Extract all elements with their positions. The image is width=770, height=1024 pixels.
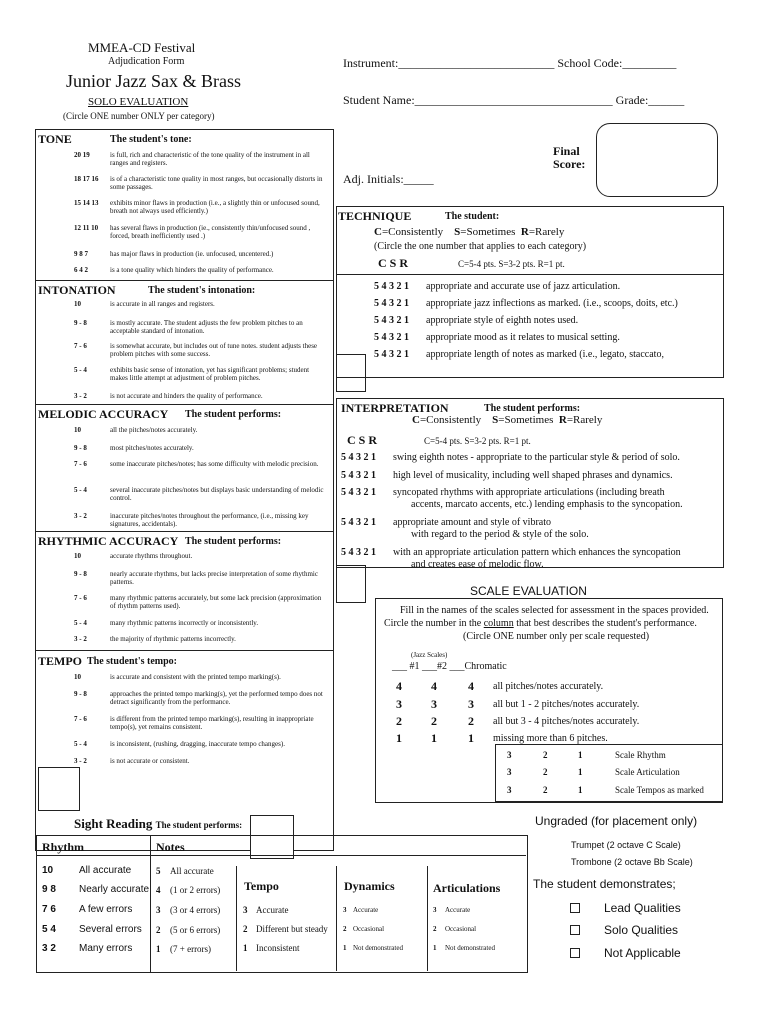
score-option[interactable]: 6 4 2 — [74, 266, 88, 274]
score-option[interactable]: 3 — [343, 906, 347, 914]
score-option[interactable]: 5 4 — [42, 924, 56, 935]
criteria-text: is full, rich and characteristic of the tone quality of the instrument in all ranges and registers. — [110, 151, 310, 167]
criteria-text: some inaccurate pitches/notes; has some difficulty with melodic precision. — [110, 460, 319, 468]
criteria-text: all but 1 - 2 pitches/notes accurately. — [493, 699, 640, 710]
score-option[interactable]: 5 4 3 2 1 — [341, 487, 376, 498]
score-option[interactable]: 5 4 3 2 1 — [374, 332, 409, 343]
score-option[interactable]: 7 6 — [42, 904, 56, 915]
score-option[interactable]: 2 — [343, 925, 347, 933]
criteria-text: Not demonstrated — [353, 944, 403, 952]
score-option[interactable]: 2 — [156, 925, 161, 935]
score-option[interactable]: 5 4 3 2 1 — [374, 349, 409, 360]
final-score-box[interactable] — [596, 123, 718, 197]
divider — [35, 650, 333, 651]
checkbox[interactable] — [570, 948, 580, 958]
criteria-text: Different but steady — [256, 924, 328, 934]
score-option[interactable]: 1 — [343, 944, 347, 952]
criteria-text: approaches the printed tempo marking(s), yet the performed tempo does not detract significantly from the performance. — [110, 690, 323, 706]
criteria-text: Accurate — [353, 906, 379, 914]
melodic-heading: MELODIC ACCURACY — [38, 407, 169, 421]
score-option[interactable]: 5 - 4 — [74, 619, 87, 627]
criteria-text: is accurate and consistent with the printed tempo marking(s). — [110, 673, 281, 681]
score-option[interactable]: 1 — [578, 767, 583, 777]
articulations-header: Articulations — [433, 881, 501, 895]
criteria-text: appropriate and accurate use of jazz articulation. — [426, 281, 621, 292]
criteria-text: many rhythmic patterns incorrectly or inconsistently. — [110, 619, 259, 627]
criteria-text: accents, marcato accents, etc.) lending emphasis to the syncopation. — [411, 499, 683, 510]
criteria-text: Occasional — [445, 925, 477, 933]
score-option[interactable]: 3 — [507, 785, 512, 795]
score-option[interactable]: 4 — [156, 885, 161, 895]
score-option[interactable]: 5 - 4 — [74, 740, 87, 748]
divider — [336, 866, 337, 971]
scale-score-chromatic[interactable]: 2 — [468, 714, 474, 728]
dynamics-header: Dynamics — [344, 879, 395, 893]
score-option[interactable]: 1 — [433, 944, 437, 952]
criteria-text: is not accurate and hinders the quality of performance. — [110, 392, 263, 400]
interpretation-points: C=5-4 pts. S=3-2 pts. R=1 pt. — [424, 436, 531, 446]
scale-score-1[interactable]: 4 — [396, 679, 402, 693]
criteria-text: Scale Tempos as marked — [615, 785, 704, 795]
scale-score-2[interactable]: 1 — [431, 731, 437, 745]
criteria-text: many rhythmic patterns accurately, but some lack precision (approximation of rhythm patterns used). — [110, 594, 322, 610]
technique-prompt: The student: — [445, 211, 500, 222]
score-option[interactable]: 3 2 — [42, 943, 56, 954]
score-option[interactable]: 9 8 — [42, 884, 56, 895]
divider — [427, 866, 428, 971]
festival-title: MMEA-CD Festival — [88, 40, 196, 55]
technique-csr: C S R — [378, 256, 409, 270]
score-option[interactable]: 3 — [507, 750, 512, 760]
score-option[interactable]: 5 - 4 — [74, 486, 87, 494]
score-option[interactable]: 18 17 16 — [74, 175, 99, 183]
criteria-text: appropriate style of eighth notes used. — [426, 315, 579, 326]
scale-instruction-3: (Circle ONE number only per scale requested) — [463, 631, 650, 642]
criteria-text: Several errors — [79, 924, 142, 935]
score-option[interactable]: 12 11 10 — [74, 224, 99, 232]
page-title: Junior Jazz Sax & Brass — [66, 71, 241, 91]
jazz-scales-label: (Jazz Scales) — [411, 651, 448, 659]
divider — [35, 280, 333, 281]
criteria-text: exhibits minor flaws in production (i.e., a slightly thin or unfocused sound, breath not always used efficiently.) — [110, 199, 320, 215]
criteria-text: appropriate mood as it relates to musical setting. — [426, 332, 620, 343]
rhythm-header: Rhythm — [42, 840, 85, 854]
criteria-text: appropriate length of notes as marked (i.e., legato, staccato, — [426, 349, 664, 360]
score-option[interactable]: 3 — [433, 906, 437, 914]
criteria-text: is accurate in all ranges and registers. — [110, 300, 215, 308]
intonation-prompt: The student's intonation: — [148, 285, 256, 296]
criteria-text: All accurate — [79, 865, 132, 876]
score-option[interactable]: 10 — [42, 865, 54, 876]
tempo-heading: TEMPO — [38, 654, 82, 668]
criteria-text: is of a characteristic tone quality in most ranges, but occasionally distorts in some passages. — [110, 175, 323, 191]
criteria-text: exhibits basic sense of intonation, yet has significant problems; student makes little attempt at adjustment of problem pitches. — [110, 366, 310, 382]
score-option[interactable]: 7 - 6 — [74, 715, 87, 723]
score-option[interactable]: 2 — [243, 924, 248, 934]
criteria-text: the majority of rhythmic patterns incorrectly. — [110, 635, 236, 643]
score-option[interactable]: 5 4 3 2 1 — [374, 281, 409, 292]
checkbox[interactable] — [570, 903, 580, 913]
option-label: Solo Qualities — [604, 923, 679, 937]
criteria-text: Accurate — [445, 906, 471, 914]
criteria-text: (7 + errors) — [170, 944, 212, 954]
score-option[interactable]: 5 — [156, 866, 161, 876]
technique-circle-note: (Circle the one number that applies to each category) — [374, 241, 587, 252]
instrument-field[interactable]: Instrument:__________________________ School Code:_________ — [343, 56, 677, 70]
divider — [236, 866, 237, 971]
criteria-text: (5 or 6 errors) — [170, 925, 221, 935]
criteria-text: is a tone quality which hinders the quality of performance. — [110, 266, 274, 274]
score-label: Score: — [553, 157, 586, 171]
score-option[interactable]: 7 - 6 — [74, 460, 87, 468]
scale-instruction-1: Fill in the names of the scales selected for assessment in the spaces provided. — [400, 605, 709, 616]
interpretation-csr: C S R — [347, 433, 378, 447]
technique-points: C=5-4 pts. S=3-2 pts. R=1 pt. — [458, 259, 565, 269]
notes-header: Notes — [156, 840, 185, 854]
score-option[interactable]: 9 8 7 — [74, 250, 88, 258]
score-option[interactable]: 9 - 8 — [74, 444, 87, 452]
divider — [150, 835, 151, 972]
scale-score-2[interactable]: 2 — [431, 714, 437, 728]
criteria-text: all pitches/notes accurately. — [493, 681, 604, 692]
option-label: Not Applicable — [604, 946, 681, 960]
score-option[interactable]: 5 4 3 2 1 — [341, 470, 376, 481]
criteria-text: Scale Rhythm — [615, 750, 666, 760]
score-option[interactable]: 5 4 3 2 1 — [374, 298, 409, 309]
criteria-text: has several flaws in production (ie., consistently thin/unfocused sound , forced, breath inefficiently used .) — [110, 224, 311, 240]
criteria-text: all the pitches/notes accurately. — [110, 426, 198, 434]
adj-initials-field[interactable]: Adj. Initials:_____ — [343, 172, 434, 186]
criteria-text: all but 3 - 4 pitches/notes accurately. — [493, 716, 640, 727]
score-option[interactable]: 3 - 2 — [74, 757, 87, 765]
final-label: Final — [553, 144, 580, 158]
criteria-text: is different from the printed tempo marking(s), resulting in inappropriate tempo(s), yet remains consistent. — [110, 715, 314, 731]
criteria-text: several inaccurate pitches/notes but displays basic understanding of melodic control. — [110, 486, 324, 502]
criteria-text: and creates ease of melodic flow. — [411, 559, 544, 570]
score-option[interactable]: 3 — [507, 767, 512, 777]
score-option[interactable]: 5 - 4 — [74, 366, 87, 374]
scale-score-1[interactable]: 1 — [396, 731, 402, 745]
score-option[interactable]: 10 — [74, 673, 81, 681]
criteria-text: Many errors — [79, 943, 133, 954]
technique-legend: C=Consistently S=Sometimes R=Rarely — [374, 226, 565, 238]
form-title: Adjudication Form — [108, 56, 185, 67]
melodic-prompt: The student performs: — [185, 409, 282, 420]
subtitle: SOLO EVALUATION — [88, 96, 189, 108]
score-option[interactable]: 5 4 3 2 1 — [341, 452, 376, 463]
criteria-text: Inconsistent — [256, 943, 300, 953]
score-option[interactable]: 7 - 6 — [74, 342, 87, 350]
score-option[interactable]: 1 — [578, 785, 583, 795]
tempo-header: Tempo — [244, 879, 279, 893]
sight-reading-heading: Sight Reading The student performs: — [74, 816, 243, 831]
interpretation-score-box[interactable] — [336, 565, 366, 603]
demonstrates-label: The student demonstrates; — [533, 877, 676, 891]
option-label: Lead Qualities — [604, 901, 681, 915]
criteria-text: inaccurate pitches/notes throughout the performance, (i.e., missing key signatures, accidentals). — [110, 512, 309, 528]
criteria-text: Not demonstrated — [445, 944, 495, 952]
score-option[interactable]: 1 — [156, 944, 161, 954]
intonation-heading: INTONATION — [38, 283, 116, 297]
criteria-text: syncopated rhythms with appropriate articulations (including breath — [393, 487, 665, 498]
tempo-prompt: The student's tempo: — [87, 656, 178, 667]
left-score-box[interactable] — [38, 767, 80, 811]
interpretation-prompt: The student performs: — [484, 403, 581, 414]
checkbox[interactable] — [570, 925, 580, 935]
rhythmic-prompt: The student performs: — [185, 536, 282, 547]
criteria-text: Nearly accurate — [79, 884, 150, 895]
trumpet-label: Trumpet (2 octave C Scale) — [571, 840, 681, 850]
trombone-label: Trombone (2 octave Bb Scale) — [571, 857, 693, 867]
criteria-text: appropriate jazz inflections as marked. (i.e., scoops, doits, etc.) — [426, 298, 678, 309]
score-option[interactable]: 15 14 13 — [74, 199, 99, 207]
criteria-text: accurate rhythms throughout. — [110, 552, 193, 560]
divider — [36, 855, 526, 856]
score-option[interactable]: 2 — [543, 750, 548, 760]
criteria-text: (1 or 2 errors) — [170, 885, 221, 895]
criteria-text: Accurate — [256, 905, 289, 915]
score-option[interactable]: 3 — [156, 905, 161, 915]
criteria-text: Scale Articulation — [615, 767, 680, 777]
score-option[interactable]: 9 - 8 — [74, 319, 87, 327]
score-option[interactable]: 2 — [433, 925, 437, 933]
score-option[interactable]: 10 — [74, 426, 81, 434]
divider — [35, 531, 333, 532]
scale-score-1[interactable]: 3 — [396, 697, 402, 711]
ungraded-label: Ungraded (for placement only) — [535, 814, 698, 828]
score-option[interactable]: 1 — [243, 943, 248, 953]
rhythmic-heading: RHYTHMIC ACCURACY — [38, 534, 179, 548]
score-option[interactable]: 3 - 2 — [74, 635, 87, 643]
scale-score-2[interactable]: 3 — [431, 697, 437, 711]
score-option[interactable]: 9 - 8 — [74, 570, 87, 578]
circle-note: (Circle ONE number ONLY per category) — [63, 111, 215, 121]
criteria-text: (3 or 4 errors) — [170, 905, 221, 915]
divider — [35, 404, 333, 405]
student-name-field[interactable]: Student Name:_________________________________ Grade:______ — [343, 93, 685, 107]
score-option[interactable]: 10 — [74, 552, 81, 560]
criteria-text: with regard to the period & style of the solo. — [411, 529, 589, 540]
score-option[interactable]: 20 19 — [74, 151, 90, 159]
score-option[interactable]: 5 4 3 2 1 — [374, 315, 409, 326]
criteria-text: high level of musicality, including well shaped phrases and dynamics. — [393, 470, 673, 481]
criteria-text: is mostly accurate. The student adjusts the few problem pitches to an acceptable standard of intonation. — [110, 319, 303, 335]
tone-heading: TONE — [38, 132, 72, 146]
criteria-text: missing more than 6 pitches. — [493, 733, 608, 744]
score-option[interactable]: 3 - 2 — [74, 512, 87, 520]
technique-heading: TECHNIQUE — [338, 209, 412, 223]
criteria-text: is somewhat accurate, but includes out of tune notes. student adjusts these problem pitches with some success. — [110, 342, 318, 358]
scale-columns[interactable]: ___ #1 ___#2 ___Chromatic — [392, 661, 507, 672]
interpretation-heading: INTERPRETATION — [341, 401, 449, 415]
criteria-text: has major flaws in production (ie. unfocused, uncentered.) — [110, 250, 274, 258]
scale-score-2[interactable]: 4 — [431, 679, 437, 693]
scale-score-1[interactable]: 2 — [396, 714, 402, 728]
score-option[interactable]: 10 — [74, 300, 81, 308]
criteria-text: All accurate — [170, 866, 214, 876]
criteria-text: nearly accurate rhythms, but lacks precise interpretation of some rhythmic patterns. — [110, 570, 318, 586]
score-option[interactable]: 3 - 2 — [74, 392, 87, 400]
criteria-text: most pitches/notes accurately. — [110, 444, 194, 452]
criteria-text: with an appropriate articulation pattern which enhances the syncopation — [393, 547, 681, 558]
divider — [336, 274, 723, 275]
score-option[interactable]: 2 — [543, 785, 548, 795]
score-option[interactable]: 5 4 3 2 1 — [341, 517, 376, 528]
scale-score-chromatic[interactable]: 1 — [468, 731, 474, 745]
criteria-text: A few errors — [79, 904, 133, 915]
score-option[interactable]: 5 4 3 2 1 — [341, 547, 376, 558]
score-option[interactable]: 7 - 6 — [74, 594, 87, 602]
criteria-text: is not accurate or consistent. — [110, 757, 190, 765]
tone-prompt: The student's tone: — [110, 134, 192, 145]
score-option[interactable]: 1 — [578, 750, 583, 760]
score-option[interactable]: 3 — [243, 905, 248, 915]
criteria-text: Occasional — [353, 925, 385, 933]
scale-score-chromatic[interactable]: 4 — [468, 679, 474, 693]
score-option[interactable]: 2 — [543, 767, 548, 777]
criteria-text: is inconsistent, (rushing, dragging, inaccurate tempo changes). — [110, 740, 285, 748]
scale-score-chromatic[interactable]: 3 — [468, 697, 474, 711]
interpretation-legend: C=Consistently S=Sometimes R=Rarely — [412, 414, 603, 426]
criteria-text: appropriate amount and style of vibrato — [393, 517, 552, 528]
scale-heading: SCALE EVALUATION — [470, 584, 587, 598]
criteria-text: swing eighth notes - appropriate to the particular style & period of solo. — [393, 452, 680, 463]
score-option[interactable]: 9 - 8 — [74, 690, 87, 698]
scale-instruction-2: Circle the number in the column that best describes the student's performance. — [384, 618, 697, 629]
